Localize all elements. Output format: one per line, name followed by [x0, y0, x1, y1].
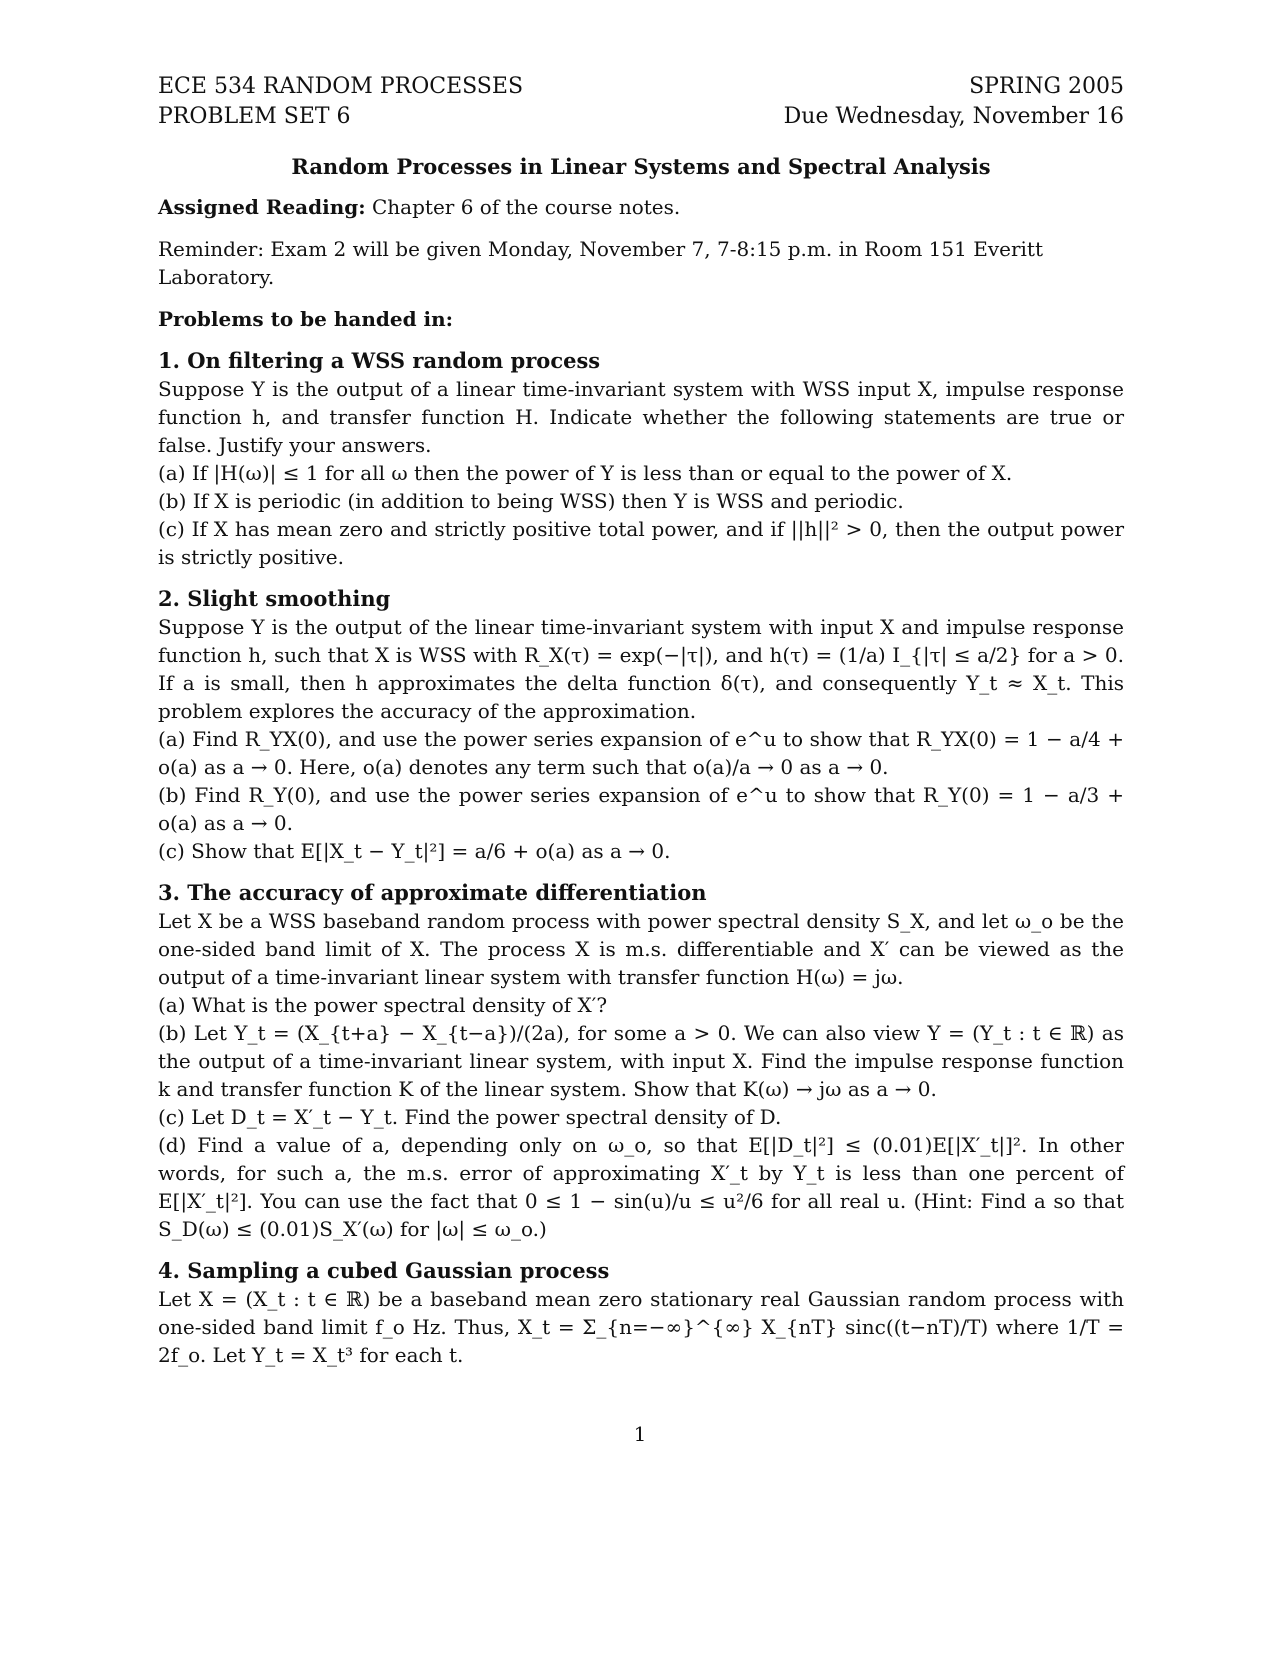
header-left: [158, 72, 523, 132]
problem-text: Let X be a WSS baseband random process with power spectral density S_X, and let ω_o be the one-sided band limit of X. The process X is m.s. differentiable and X′ can be viewed as the output of a time-invariant linear system with transfer function H(ω) = jω.: [158, 909, 1124, 989]
problem-title: 1. On filtering a WSS random process: [158, 348, 601, 373]
assigned-reading-text: Chapter 6 of the course notes.: [372, 195, 681, 219]
due-date: Due Wednesday, November 16: [783, 104, 1124, 129]
page-header: [158, 72, 1124, 132]
assigned-reading-label: Assigned Reading:: [158, 195, 366, 219]
problem-2: [158, 585, 1124, 865]
problem-title: 3. The accuracy of approximate differentiation: [158, 880, 707, 905]
problem-part-a: (a) Find R_YX(0), and use the power series expansion of e^u to show that R_YX(0) = 1 − a/4 + o(a) as a → 0. Here, o(a) denotes any term such that o(a)/a → 0 as a → 0.: [158, 727, 1124, 779]
header-right: [784, 72, 1124, 132]
document-page: [158, 72, 1124, 1383]
course-title: ECE 534 RANDOM PROCESSES: [158, 74, 524, 99]
problem-part-a: (a) What is the power spectral density of X′?: [158, 993, 608, 1017]
problems-heading: Problems to be handed in:: [158, 307, 454, 331]
page-number: 1: [633, 1422, 647, 1446]
problem-title: 2. Slight smoothing: [158, 586, 391, 611]
assigned-reading: [158, 193, 1124, 221]
problem-3: [158, 879, 1124, 1243]
problem-part-a: (a) If |H(ω)| ≤ 1 for all ω then the power of Y is less than or equal to the power of X.: [158, 461, 1013, 485]
problem-set-label: PROBLEM SET 6: [158, 104, 351, 129]
document-title: Random Processes in Linear Systems and Spectral Analysis: [291, 154, 991, 179]
problem-part-b: (b) If X is periodic (in addition to being WSS) then Y is WSS and periodic.: [158, 489, 904, 513]
problem-part-d: (d) Find a value of a, depending only on ω_o, so that E[|D_t|²] ≤ (0.01)E[|X′_t|]². In other words, for such a, the m.s. error of approximating X′_t by Y_t is less than one percent of E[|X′_t|²]. You can use the fact that 0 ≤ 1 − sin(u)/u ≤ u²/6 for all real u. (Hint: Find a so that S_D(ω) ≤ (0.01)S_X′(ω) for |ω| ≤ ω_o.): [158, 1133, 1124, 1241]
problem-title: 4. Sampling a cubed Gaussian process: [158, 1258, 610, 1283]
problem-part-c: (c) Show that E[|X_t − Y_t|²] = a/6 + o(a) as a → 0.: [158, 839, 671, 863]
exam-reminder: Reminder: Exam 2 will be given Monday, November 7, 7-8:15 p.m. in Room 151 Everitt Laboratory.: [158, 237, 1043, 289]
problem-1: [158, 347, 1124, 571]
problem-text: Let X = (X_t : t ∈ ℝ) be a baseband mean zero stationary real Gaussian random process with one-sided band limit f_o Hz. Thus, X_t = Σ_{n=−∞}^{∞} X_{nT} sinc((t−nT)/T) where 1/T = 2f_o. Let Y_t = X_t³ for each t.: [158, 1287, 1124, 1367]
problem-part-c: (c) Let D_t = X′_t − Y_t. Find the power spectral density of D.: [158, 1105, 782, 1129]
problem-text: Suppose Y is the output of a linear time-invariant system with WSS input X, impulse response function h, and transfer function H. Indicate whether the following statements are true or false. Justify your answers.: [158, 377, 1124, 457]
problem-4: [158, 1257, 1124, 1369]
problem-part-c: (c) If X has mean zero and strictly positive total power, and if ||h||² > 0, then the output power is strictly positive.: [158, 517, 1124, 569]
problem-part-b: (b) Let Y_t = (X_{t+a} − X_{t−a})/(2a), for some a > 0. We can also view Y = (Y_t : t ∈ ℝ) as the output of a time-invariant linear system, with input X. Find the impulse response function k and transfer function K of the linear system. Show that K(ω) → jω as a → 0.: [158, 1021, 1124, 1101]
term-label: SPRING 2005: [969, 74, 1124, 99]
problem-text: Suppose Y is the output of the linear time-invariant system with input X and impulse response function h, such that X is WSS with R_X(τ) = exp(−|τ|), and h(τ) = (1/a) I_{|τ| ≤ a/2} for a > 0. If a is small, then h approximates the delta function δ(τ), and consequently Y_t ≈ X_t. This problem explores the accuracy of the approximation.: [158, 615, 1124, 723]
problem-part-b: (b) Find R_Y(0), and use the power series expansion of e^u to show that R_Y(0) = 1 − a/3 + o(a) as a → 0.: [158, 783, 1124, 835]
